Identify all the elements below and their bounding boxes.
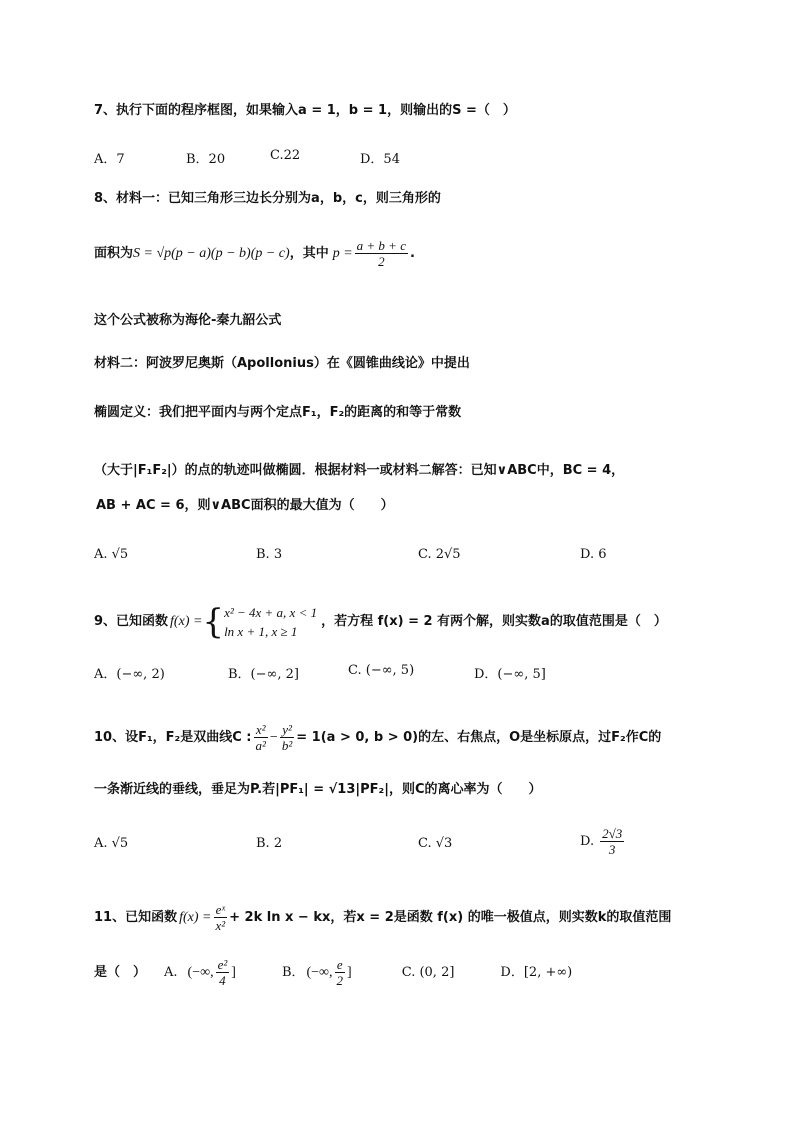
q11-option-b-fraction xyxy=(335,957,346,988)
q8-option-b: B. 3 xyxy=(256,547,283,562)
q8-end: . xyxy=(409,245,415,261)
q9-suffix: ，若方程 f(x) = 2 有两个解，则实数a的取值范围是（ ） xyxy=(321,614,667,629)
q11-option-d: D．[2, +∞) xyxy=(500,964,573,980)
q8-area-prefix: 面积为 xyxy=(94,245,134,261)
q10-frac1-den: a² xyxy=(255,738,266,753)
q11-option-a-pre: (−∞, xyxy=(187,964,214,980)
q9-option-d: D．(−∞, 5] xyxy=(474,667,546,682)
q9-option-a: A．(−∞, 2) xyxy=(94,667,165,682)
q11-prefix: 11、已知函数 xyxy=(94,909,178,925)
q9-fx: f(x) = xyxy=(170,614,203,629)
q10-option-c: C. √3 xyxy=(418,836,453,851)
q10-minus: − xyxy=(269,729,278,745)
left-brace-icon: { xyxy=(202,602,225,642)
q11-option-b-pre: (−∞, xyxy=(306,964,333,980)
q10-option-d-label: D. xyxy=(580,834,595,849)
q11-option-b-post: ] xyxy=(347,964,352,980)
q10-fraction-2 xyxy=(280,722,294,753)
q8-line3: 这个公式被称为海伦-秦九韶公式 xyxy=(94,313,282,328)
q8-line6: （大于|F₁F₂|）的点的轨迹叫做椭圆．根据材料一或材料二解答：已知∨ABC中，BC = 4， xyxy=(94,463,625,478)
q11-opt-b-num: e xyxy=(336,957,343,972)
q8-option-a: A. √5 xyxy=(94,547,129,562)
q11-opt-a-den: 4 xyxy=(219,973,226,988)
q8-option-d: D. 6 xyxy=(580,547,607,562)
q9-prefix: 9、已知函数 xyxy=(94,614,169,629)
q11-line2-prefix: 是（ ） xyxy=(94,964,147,980)
q11-option-a-fraction xyxy=(216,957,230,988)
q11-option-a-label: A. xyxy=(164,964,178,980)
q10-line2: 一条渐近线的垂线，垂足为P.若|PF₁| = √13|PF₂|，则C的离心率为（ ） xyxy=(94,782,542,797)
q11-option-b-label: B． xyxy=(281,964,305,980)
q11-frac-den: x² xyxy=(215,918,226,933)
q11-options-line xyxy=(94,957,572,988)
q9-option-b: B．(−∞, 2] xyxy=(228,667,299,682)
q10-option-d xyxy=(580,826,626,857)
q10-option-d-fraction xyxy=(600,826,624,857)
q10-option-a: A. √5 xyxy=(94,836,129,851)
q8-p-denominator: 2 xyxy=(378,254,385,269)
q9-case-1: x² − 4x + a, x < 1 xyxy=(224,605,318,620)
q11-opt-b-den: 2 xyxy=(336,973,344,988)
q10-suffix: = 1(a > 0, b > 0)的左、右焦点，O是坐标原点，过F₂作C的 xyxy=(296,729,662,745)
q8-stem: 8、材料一：已知三角形三边长分别为a，b，c，则三角形的 xyxy=(94,191,441,206)
q11-opt-a-num: e² xyxy=(217,957,228,972)
q11-fraction xyxy=(213,902,227,933)
q10-opt-d-den: 3 xyxy=(608,842,616,857)
q8-line5: 椭圆定义：我们把平面内与两个定点F₁，F₂的距离的和等于常数 xyxy=(94,405,462,420)
q10-stem xyxy=(94,722,661,753)
q8-p-numerator: a + b + c xyxy=(356,238,406,253)
q7-option-b: B．20 xyxy=(186,152,226,167)
q10-frac1-num: x² xyxy=(255,722,266,737)
q10-frac2-den: b² xyxy=(281,738,293,753)
q11-suffix: + 2k ln x − kx，若x = 2是函数 f(x) 的唯一极值点，则实数k的取值范围 xyxy=(229,909,672,925)
q7-option-a: A．7 xyxy=(94,152,125,167)
q10-prefix: 10、设F₁，F₂是双曲线C : xyxy=(94,729,252,745)
q9-option-c: C. (−∞, 5) xyxy=(348,663,415,678)
q8-line7: AB + AC = 6，则∨ABC面积的最大值为（ ） xyxy=(96,498,394,513)
q11-frac-num: eˣ xyxy=(215,902,226,917)
q8-area-line xyxy=(94,238,415,269)
q8-p-fraction xyxy=(355,238,408,269)
q11-option-c: C. (0, 2] xyxy=(401,964,455,980)
q10-fraction-1 xyxy=(254,722,268,753)
q8-where: ，其中 xyxy=(289,245,329,261)
q8-area-formula: S = √p(p − a)(p − b)(p − c) xyxy=(133,245,290,261)
q7-option-d: D．54 xyxy=(360,152,400,167)
q8-option-c: C. 2√5 xyxy=(418,547,461,562)
q10-frac2-num: y² xyxy=(282,722,292,737)
q9-case-2: ln x + 1, x ≥ 1 xyxy=(224,624,298,639)
q11-option-a-post: ] xyxy=(231,964,236,980)
q11-stem xyxy=(94,902,671,933)
q11-fx: f(x) = xyxy=(179,909,212,925)
q8-p-eq: p = xyxy=(332,245,353,261)
q10-opt-d-num: 2√3 xyxy=(602,826,623,841)
q9-piecewise xyxy=(202,603,317,641)
q10-option-b: B. 2 xyxy=(256,836,283,851)
q7-stem: 7、执行下面的程序框图，如果输入a = 1，b = 1，则输出的S =（ ） xyxy=(94,103,516,118)
q8-line4: 材料二：阿波罗尼奥斯（Apollonius）在《圆锥曲线论》中提出 xyxy=(94,356,470,371)
q9-stem xyxy=(94,603,667,641)
q7-option-c: C.22 xyxy=(270,148,301,163)
